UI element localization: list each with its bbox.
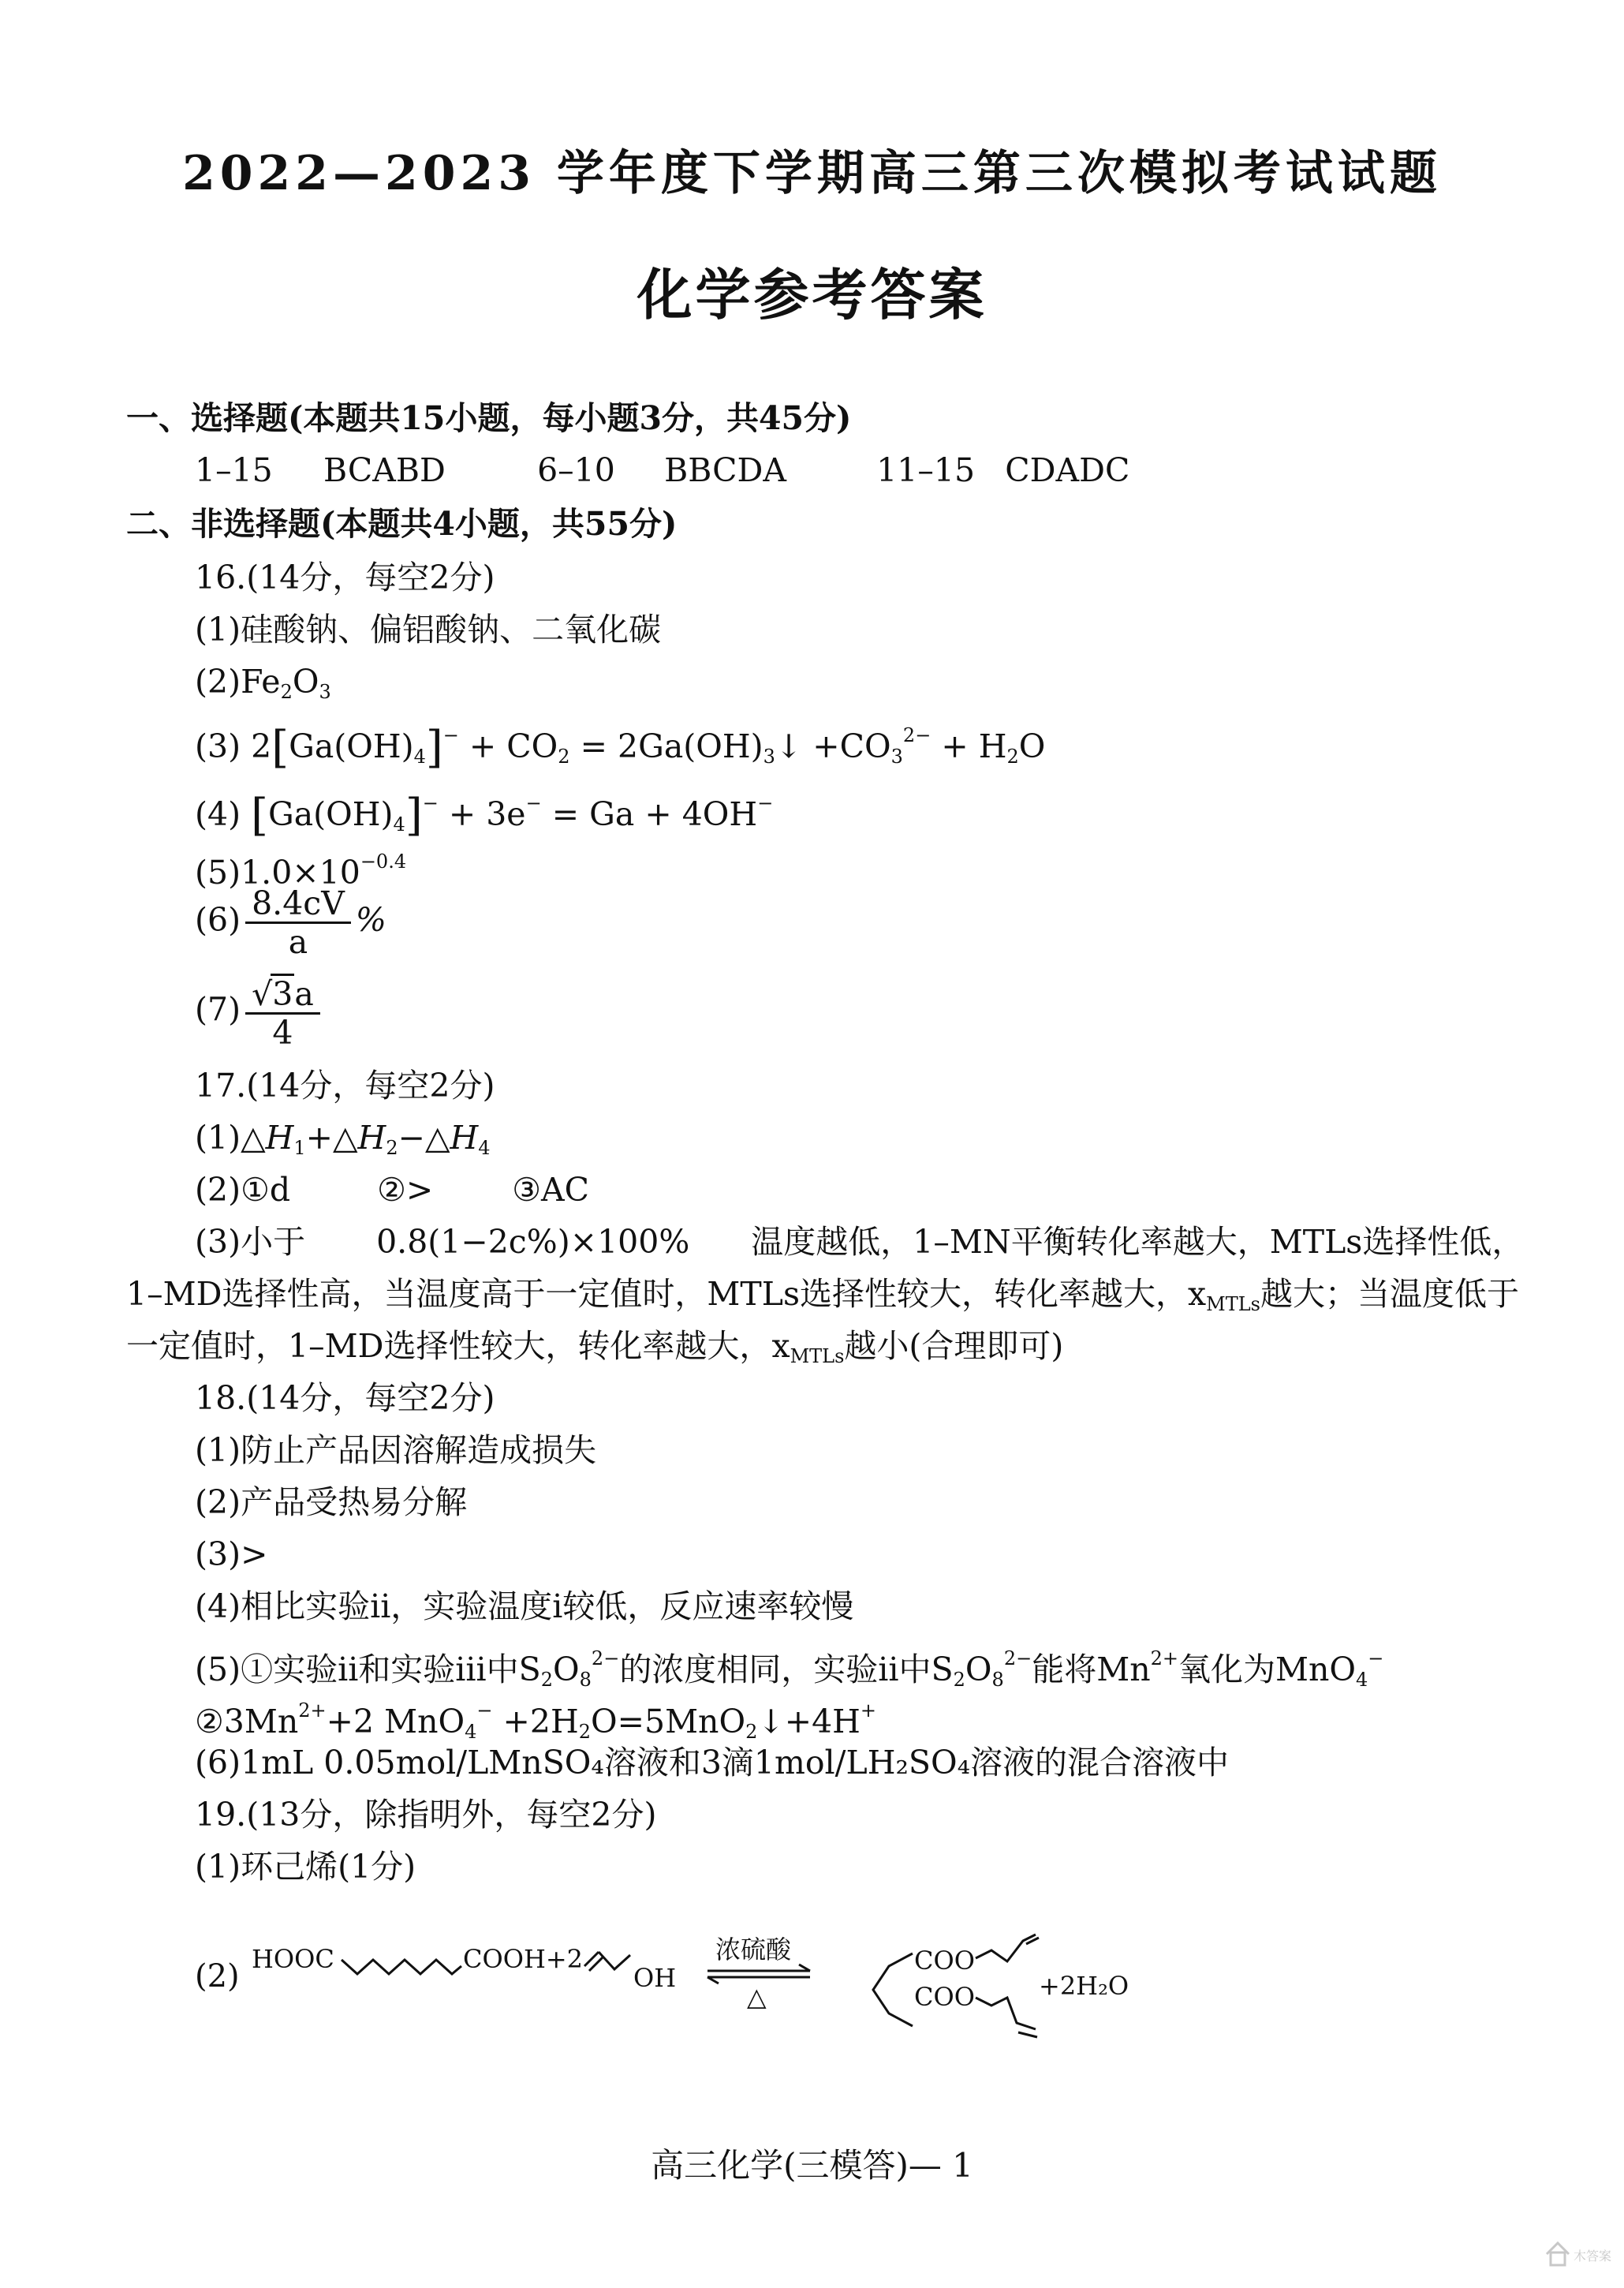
q17-answer-3-label: (3) — [195, 1223, 241, 1261]
q16-answer-5 — [195, 838, 1583, 892]
q17-line-3-tail: 越小(合理即可) — [844, 1327, 1064, 1365]
q19-answer-1: (1)环己烯(1分) — [195, 1848, 416, 1886]
hexanedioic-chain — [342, 1960, 461, 1974]
q18-header: 18.(14分，每空2分) — [195, 1379, 495, 1417]
cooh-label: COOH+2 — [463, 1944, 584, 1974]
q17-answer-3-part-1: 小于 — [241, 1223, 306, 1261]
q17-line-3-text: 一定值时，1–MD选择性较大，转化率越大， — [126, 1327, 772, 1365]
answer-group-3: CDADC — [1005, 451, 1130, 489]
answer-group-1: BCABD — [323, 451, 446, 489]
fraction-denominator: 4 — [272, 1014, 293, 1052]
q18-answer-6: (6)1mL 0.05mol/LMnSO₄溶液和3滴1mol/LH₂SO₄溶液的混合溶液中 — [195, 1744, 1230, 1781]
heat-label: △ — [747, 1982, 767, 2012]
q16-answer-7-label: (7) — [195, 990, 241, 1029]
q16-header: 16.(14分，每空2分) — [195, 559, 495, 596]
q17-answer-1: $(1)\triangle H_1+\triangle H_2-\triangle H_4$ — [195, 1119, 491, 1159]
fraction-numerator: 8.4cV — [245, 885, 351, 924]
q17-answer-1-label: (1) — [195, 1119, 241, 1157]
house-icon — [1542, 2237, 1613, 2276]
q17-answer-2 — [195, 1166, 1583, 1213]
q16-answer-3-label: (3) — [195, 727, 241, 765]
q16-answer-4-label: (4) — [195, 795, 241, 833]
product-backbone — [873, 1953, 913, 2026]
ester-group-lower: COO — [914, 1982, 975, 2012]
q17-answer-2-part-1: ①d — [241, 1171, 291, 1209]
lower-allyl-chain — [976, 1998, 1036, 2029]
q19-answer-2-label: (2) — [195, 1958, 240, 1995]
q16-answer-6 — [195, 885, 1583, 972]
q18-answer-3: (3)> — [195, 1535, 268, 1573]
q17-answer-3 — [195, 1218, 1583, 1266]
q16-answer-6-label: (6) — [195, 901, 241, 939]
ester-group-upper: COO — [914, 1946, 975, 1976]
document-subtitle: 化学参考答案 — [637, 262, 987, 327]
oh-label: OH — [633, 1963, 677, 1993]
fraction-numerator: √3a — [245, 974, 320, 1015]
q16-answer-4: (4) $[Ga(OH)_4]^- + 3e^- = Ga + 4OH^-$ — [195, 790, 774, 841]
q17-answer-3-part-3: 温度越低，1–MN平衡转化率越大，MTLs选择性低， — [751, 1223, 1525, 1261]
page-footer: 高三化学(三模答)— 1 — [651, 2146, 973, 2185]
answer-range-2: 6–10 — [537, 451, 615, 489]
q18-answer-1: (1)防止产品因溶解造成损失 — [195, 1431, 597, 1469]
q18-answer-5-equation: $②3Mn^{2+}+2$ $MnO_4^- +2H_2O=5MnO_2↓+4H^+$ — [195, 1699, 877, 1743]
q16-answer-2-label: (2) — [195, 663, 241, 701]
q17-answer-3-line-3: 一定值时，1–MD选择性较大，转化率越大，$x_{MTLs}$越小(合理即可) — [126, 1327, 1064, 1367]
percent-sign: % — [355, 901, 386, 939]
q19-header: 19.(13分，除指明外，每空2分) — [195, 1796, 657, 1834]
section-1-heading: 一、选择题(本题共15小题，每小题3分，共45分) — [126, 399, 852, 437]
q16-answer-1: (1)硅酸钠、偏铝酸钠、二氧化碳 — [195, 611, 662, 649]
q16-answer-5-exponent: −0.4 — [360, 851, 407, 873]
upper-allyl-chain — [976, 1935, 1036, 1961]
water-product: +2H₂O — [1039, 1971, 1129, 2001]
q18-answer-5-part-1: (5)①实验ii和实验iii中 — [195, 1651, 519, 1688]
q18-answer-2: (2)产品受热易分解 — [195, 1483, 468, 1521]
allyl-chain — [599, 1952, 630, 1969]
section-2-heading: 二、非选择题(本题共4小题，共55分) — [126, 505, 678, 543]
q17-answer-2-label: (2) — [195, 1171, 241, 1209]
watermark-logo — [1542, 2237, 1613, 2276]
reaction-scheme — [195, 1919, 1141, 2045]
q16-answer-3: (3) $2[Ga(OH)_4]^- + CO_2$ = $2Ga(OH)_3↓ +CO_3^{2-} + H_2O$ — [195, 722, 1046, 773]
q18-answer-5-part-2: 的浓度相同，实验ii中 — [619, 1651, 931, 1688]
q19-esterification-equation — [195, 1919, 1141, 2045]
multiple-choice-answers — [195, 447, 1583, 494]
lower-allyl-double-bond — [1018, 2032, 1037, 2037]
q17-answer-3-part-2: 0.8(1−2c%)×100% — [376, 1223, 690, 1261]
q16-answer-5-value: 1.0×10 — [241, 854, 360, 892]
q17-line-2-text: 1–MD选择性高，当温度高于一定值时，MTLs选择性较大，转化率越大， — [126, 1275, 1189, 1313]
q16-answer-7-fraction — [245, 974, 320, 1051]
catalyst-label: 浓硫酸 — [715, 1935, 792, 1965]
watermark-text: 木答案 — [1574, 2249, 1612, 2264]
document-title: 2022—2023 学年度下学期高三第三次模拟考试试题 — [182, 146, 1442, 201]
q17-answer-2-part-3: ③AC — [512, 1171, 589, 1209]
q16-answer-5-label: (5) — [195, 854, 241, 892]
answer-range-3: 11–15 — [876, 451, 976, 489]
q16-answer-7 — [195, 974, 1583, 1060]
q18-answer-5-part-3: 能将 — [1032, 1651, 1097, 1688]
q17-answer-2-part-2: ②> — [377, 1171, 434, 1209]
q16-answer-2: $(2)Fe_2O_3$ — [195, 663, 331, 703]
answer-group-2: BBCDA — [664, 451, 787, 489]
answer-range-1: 1–15 — [195, 451, 273, 489]
fraction-denominator: a — [288, 923, 308, 961]
q16-answer-6-fraction — [245, 885, 351, 960]
q17-line-2-tail: 越大；当温度低于 — [1260, 1275, 1519, 1313]
q18-answer-4: (4)相比实验ii，实验温度i较低，反应速率较慢 — [195, 1587, 854, 1625]
q17-answer-3-line-2: 1–MD选择性高，当温度高于一定值时，MTLs选择性较大，转化率越大，$x_{MTLs}$越大；当温度低于 — [126, 1275, 1519, 1315]
q18-answer-5-part-4: 氧化为 — [1178, 1651, 1275, 1688]
q18-answer-5: (5)①实验ii和实验iii中$S_2O_8^{2-}$的浓度相同，实验ii中$S_2O_8^{2-}$能将$Mn^{2+}$氧化为MnO$_4$− — [195, 1647, 1384, 1691]
hooc-label: HOOC — [252, 1944, 334, 1974]
q17-header: 17.(14分，每空2分) — [195, 1067, 495, 1105]
